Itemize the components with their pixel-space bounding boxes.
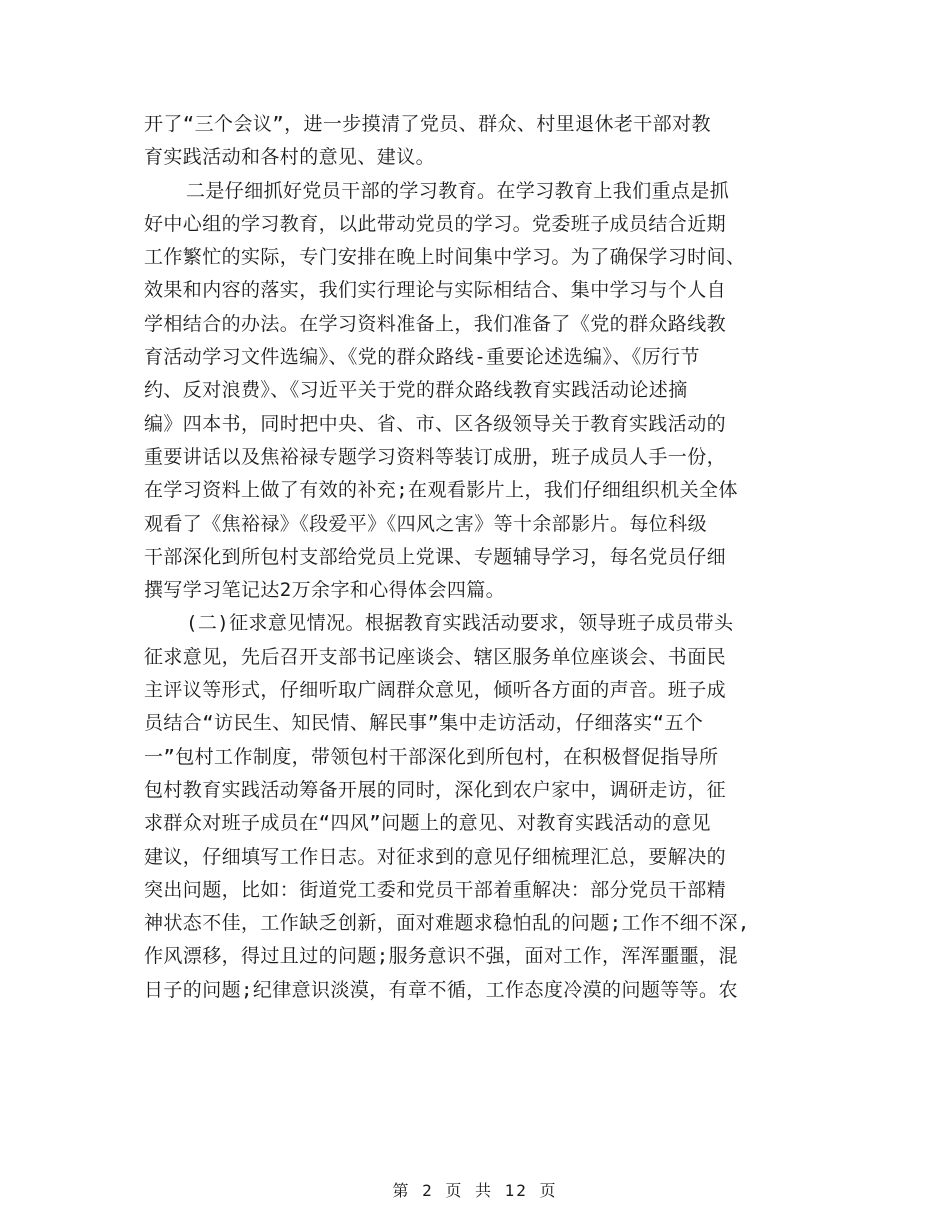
text-line: 在学习资料上做了有效的补充;在观看影片上，我们仔细组织机关全体 bbox=[144, 479, 738, 502]
text-line: 重要讲话以及焦裕禄专题学习资料等装订成册，班子成员人手一份， bbox=[144, 445, 727, 468]
text-line: 撰写学习笔记达2万余字和心得体会四篇。 bbox=[144, 579, 506, 602]
text-line: 二是仔细抓好党员干部的学习教育。在学习教育上我们重点是抓 bbox=[186, 179, 730, 202]
text-line: 育实践活动和各村的意见、建议。 bbox=[144, 146, 436, 169]
text-line: 开了“三个会议”，进一步摸清了党员、群众、村里退休老干部对教 bbox=[144, 113, 711, 135]
text-line: 神状态不佳，工作缺乏创新，面对难题求稳怕乱的问题;工作不细不深, bbox=[144, 912, 750, 935]
text-line: (二)征求意见情况。根据教育实践活动要求，领导班子成员带头 bbox=[186, 612, 734, 635]
text-line: 好中心组的学习教育，以此带动党员的学习。党委班子成员结合近期 bbox=[144, 212, 727, 235]
page-footer: 第 2 页 共 12 页 bbox=[392, 1181, 558, 1200]
text-line: 主评议等形式，仔细听取广阔群众意见，倾听各方面的声音。班子成 bbox=[144, 679, 727, 702]
text-line: 育活动学习文件选编》、《党的群众路线-重要论述选编》、《厉行节 bbox=[144, 346, 700, 369]
text-line: 建议，仔细填写工作日志。对征求到的意见仔细梳理汇总，要解决的 bbox=[144, 845, 727, 868]
text-line: 求群众对班子成员在“四风”问题上的意见、对教育实践活动的意见 bbox=[144, 812, 711, 835]
text-line: 包村教育实践活动筹备开展的同时，深化到农户家中，调研走访，征 bbox=[144, 778, 727, 801]
text-line: 日子的问题;纪律意识淡漠，有章不循，工作态度冷漠的问题等等。农 bbox=[144, 978, 738, 1001]
text-line: 观看了《焦裕禄》《段爱平》《四风之害》等十余部影片。每位科级 bbox=[144, 512, 708, 535]
text-line: 效果和内容的落实，我们实行理论与实际相结合、集中学习与个人自 bbox=[144, 279, 727, 302]
text-line: 突出问题，比如：街道党工委和党员干部着重解决：部分党员干部精 bbox=[144, 878, 727, 901]
text-line: 征求意见，先后召开支部书记座谈会、辖区服务单位座谈会、书面民 bbox=[144, 645, 727, 668]
document-body bbox=[144, 108, 824, 1007]
text-line: 编》四本书，同时把中央、省、市、区各级领导关于教育实践活动的 bbox=[144, 412, 727, 435]
text-line: 一”包村工作制度，带领包村干部深化到所包村，在积极督促指导所 bbox=[144, 745, 719, 768]
text-line: 作风漂移，得过且过的问题;服务意识不强，面对工作，浑浑噩噩，混 bbox=[144, 945, 738, 968]
text-line: 约、反对浪费》、《习近平关于党的群众路线教育实践活动论述摘 bbox=[144, 379, 688, 402]
text-line: 工作繁忙的实际，专门安排在晚上时间集中学习。为了确保学习时间、 bbox=[144, 246, 746, 269]
text-line: 员结合“访民生、知民情、解民事”集中走访活动，仔细落实“五个 bbox=[144, 712, 704, 735]
text-line: 学相结合的办法。在学习资料准备上，我们准备了《党的群众路线教 bbox=[144, 312, 727, 335]
text-line: 干部深化到所包村支部给党员上党课、专题辅导学习，每名党员仔细 bbox=[144, 545, 727, 568]
